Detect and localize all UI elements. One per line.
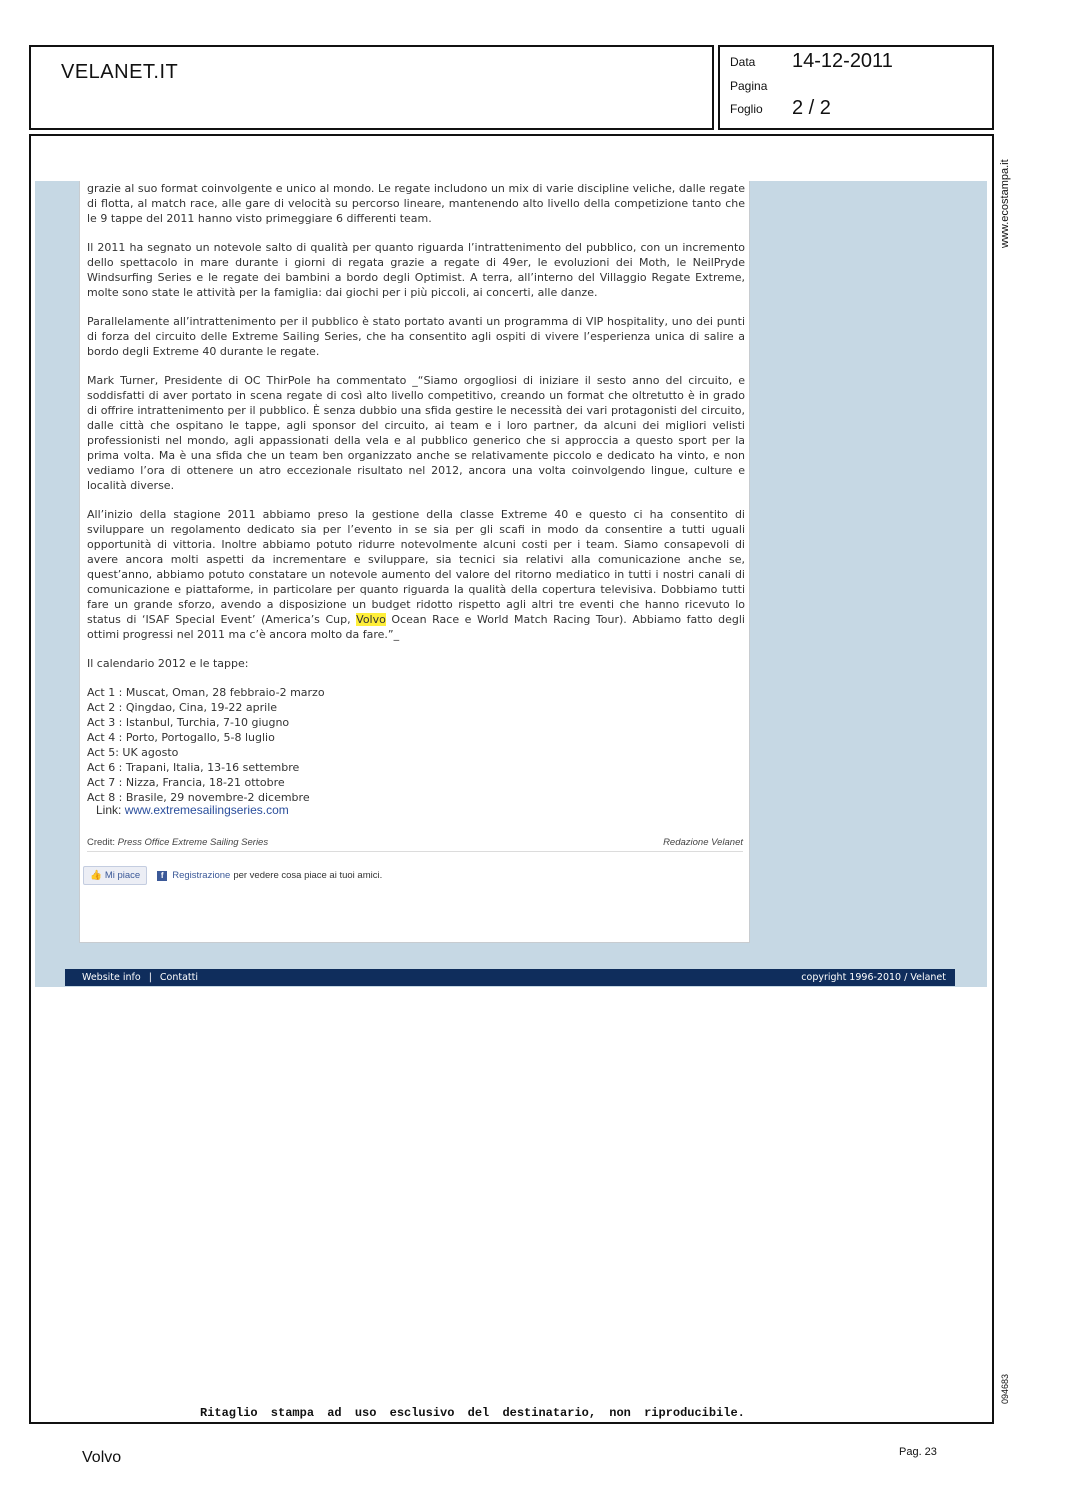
facebook-row [83, 866, 382, 885]
page-number: Pag. 23 [899, 1446, 937, 1458]
data-value: 14-12-2011 [792, 50, 893, 72]
paragraph-5-start: All’inizio della stagione 2011 abbiamo preso la gestione della classe Extreme 40 e questo ci ha consentito di sviluppare un regolamento dedicato sia per l’evento in se sia per gli scafi in modo da consentire a tutti uguali opportunità di vittoria. Inoltre abbiamo potuto ridurre notevolmente alcuni costi per i team. Siamo consapevoli di avere ancora molti aspetti da incrementare e sviluppare, sia tecnici sia relativi alla comunicazione anche se, quest’anno, abbiamo potuto constatare un notevole aumento del valore del ritorno mediatico in tutti i nostri canali di comunicazione e piattaforme, in particolare per quanto riguarda la qualità della copertura televisiva. Dobbiamo tutti fare un grande sforzo, avendo a disposizione un budget ridotto rispetto agli altri tre eventi che hanno ricevuto lo status di ‘ISAF Special Event’ (America’s Cup, [87, 508, 745, 626]
list-item: Act 5: UK agosto [87, 746, 179, 759]
header-meta-box [718, 45, 994, 130]
link-label: Link: [96, 803, 122, 817]
paragraph-4: Mark Turner, Presidente di OC ThirPole ha commentato _“Siamo orgogliosi di iniziare il sesto anno del circuito, e soddisfatti di aver portato in scena regate di così alto livello competitivo, creando un format che oltretutto è in grado di offrire intrattenimento per il pubblico. È senza dubbio una sfida gestire le necessità dei vari protagonisti del circuito, dalle città che ospitano le tappe, agli sponsor del circuito, ai team e i loro partner, da alcuni dei migliori velisti professionisti nel mondo, agli appassionati della vela e al pubblico generico che si approccia a questo sport per la prima volta. Ma è una sfida che un team ben organizzato anche se relativamente piccolo e dedicato ha vinto, e non vediamo l’ora di ottenere un atro eccezionale risultato nel 2012, ancora una volta coinvolgendo lingue, culture e località diverse. [87, 374, 745, 492]
credit-label: Credit: [87, 837, 115, 848]
header-title-box [29, 45, 714, 130]
list-item: Act 8 : Brasile, 29 novembre-2 dicembre [87, 791, 310, 804]
footer-copyright: copyright 1996-2010 / Velanet [801, 972, 946, 983]
calendar-heading: Il calendario 2012 e le tappe: [87, 657, 249, 670]
list-item: Act 6 : Trapani, Italia, 13-16 settembre [87, 761, 300, 774]
link-row [96, 803, 289, 817]
side-url: www.ecostampa.it [999, 159, 1011, 248]
thumbs-up-icon: 👍 [90, 870, 102, 881]
paragraph-2: Il 2011 ha segnato un notevole salto di qualità per quanto riguarda l’intrattenimento del pubblico, con un incremento dello spettacolo in mare durante i giorni di regata grazie a regate di 49er, le evoluzioni dei Moth, le NeilPryde Windsurfing Series e le regate dei bambini a bordo degli Optimist. A terra, all’interno del Villaggio Regate Extreme, molte sono state le attività per la famiglia: dai giochi per i più piccoli, ai concerti, alle danze. [87, 241, 745, 299]
site-name: VELANET.IT [61, 61, 179, 83]
like-button[interactable] [83, 866, 147, 885]
credit-value: Press Office Extreme Sailing Series [117, 837, 269, 848]
paragraph-3: Parallelamente all’intrattenimento per il pubblico è stato portato avanti un programma di VIP hospitality, uno dei punti di forza del circuito delle Extreme Sailing Series, che ha consentito agli ospiti di vivere l’esperienza unica di salire a bordo degli Extreme 40 durante le regate. [87, 315, 745, 358]
credit-row [87, 837, 743, 852]
disclaimer: Ritaglio stampa ad uso esclusivo del destinatario, non riproducibile. [200, 1406, 745, 1420]
list-item: Act 2 : Qingdao, Cina, 19-22 aprile [87, 701, 278, 714]
contatti-link[interactable]: Contatti [159, 972, 199, 983]
facebook-text: per vedere cosa piace ai tuoi amici. [233, 870, 383, 881]
paragraph-1: grazie al suo format coinvolgente e unico al mondo. Le regate includono un mix di varie discipline veliche, dalle regate di flotta, al match race, alle gare di velocità su percorso lineare, mantenendo alto livello della competizione tanto che le 9 tappe del 2011 hanno visto primeggiare 6 differenti team. [87, 182, 745, 225]
credit-author: Redazione Velanet [663, 837, 743, 848]
list-item: Act 4 : Porto, Portogallo, 5-8 luglio [87, 731, 275, 744]
facebook-icon: f [157, 871, 167, 881]
list-item: Act 7 : Nizza, Francia, 18-21 ottobre [87, 776, 285, 789]
pagina-label: Pagina [730, 79, 768, 93]
site-footer: Website info | Contatti copyright 1996-2010 / Velanet [65, 969, 955, 986]
register-link[interactable]: Registrazione [172, 870, 231, 881]
list-item: Act 3 : Istanbul, Turchia, 7-10 giugno [87, 716, 290, 729]
data-label: Data [730, 55, 756, 69]
foglio-value: 2 / 2 [792, 97, 831, 119]
keyword-label: Volvo [82, 1449, 122, 1466]
paragraph-5-end: Ocean Race e World Match Racing Tour). Abbiamo fatto degli ottimi progressi nel 2011 ma c’è ancora molto da fare.”_ [87, 613, 745, 641]
calendar-list [87, 685, 745, 805]
article-panel [79, 181, 750, 943]
foglio-label: Foglio [730, 102, 763, 116]
list-item: Act 1 : Muscat, Oman, 28 febbraio-2 marzo [87, 686, 325, 699]
side-code: 094683 [1000, 1373, 1010, 1404]
paragraph-5 [87, 507, 745, 642]
external-link[interactable]: www.extremesailingseries.com [124, 803, 289, 817]
article-body [87, 181, 745, 805]
like-label: Mi piace [104, 870, 141, 881]
website-info-link[interactable]: Website info [82, 972, 141, 983]
highlight-volvo: Volvo [356, 613, 386, 626]
